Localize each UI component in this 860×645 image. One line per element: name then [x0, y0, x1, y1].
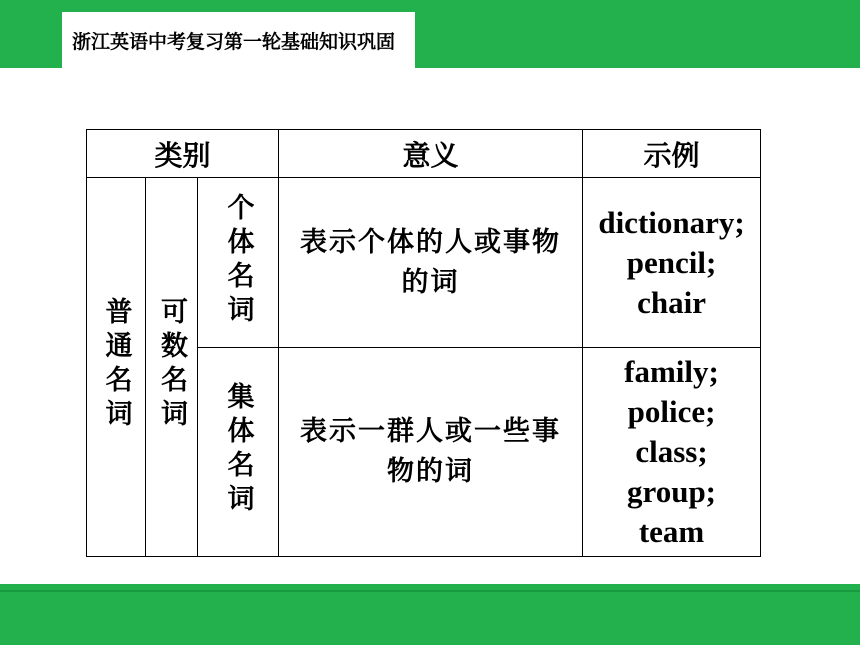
- example-item: family;: [624, 354, 719, 389]
- table-header-row: [87, 130, 761, 178]
- meaning-collective: 表示一群人或一些事物的词: [279, 348, 583, 557]
- category-level2: 可数名词: [156, 297, 187, 433]
- footer-band: [0, 584, 860, 645]
- example-item: pencil;: [626, 244, 717, 280]
- category-level1-cell: [87, 178, 146, 557]
- category-level2-cell: [146, 178, 198, 557]
- subcategory-individual: 个体名词: [222, 192, 254, 329]
- category-level1: 普通名词: [100, 297, 132, 433]
- example-item: team: [638, 514, 705, 549]
- header-category: 类别: [87, 130, 279, 178]
- example-item: group;: [627, 474, 717, 509]
- subcategory-cell: [198, 348, 279, 557]
- example-item: chair: [637, 284, 706, 320]
- header-meaning: 意义: [279, 130, 583, 178]
- table-row: [87, 178, 761, 348]
- subcategory-cell: [198, 178, 279, 348]
- examples-individual-cell: [583, 178, 761, 348]
- examples-collective-cell: [583, 348, 761, 557]
- subcategory-collective: 集体名词: [222, 382, 254, 518]
- title-box: [62, 12, 415, 68]
- example-item: police;: [627, 394, 716, 429]
- page-title: 浙江英语中考复习第一轮基础知识巩固: [72, 30, 396, 53]
- example-item: dictionary;: [598, 204, 745, 240]
- noun-category-table: [86, 129, 761, 557]
- example-item: class;: [635, 434, 708, 469]
- meaning-individual: 表示个体的人或事物的词: [279, 178, 583, 348]
- header-example: 示例: [583, 130, 761, 178]
